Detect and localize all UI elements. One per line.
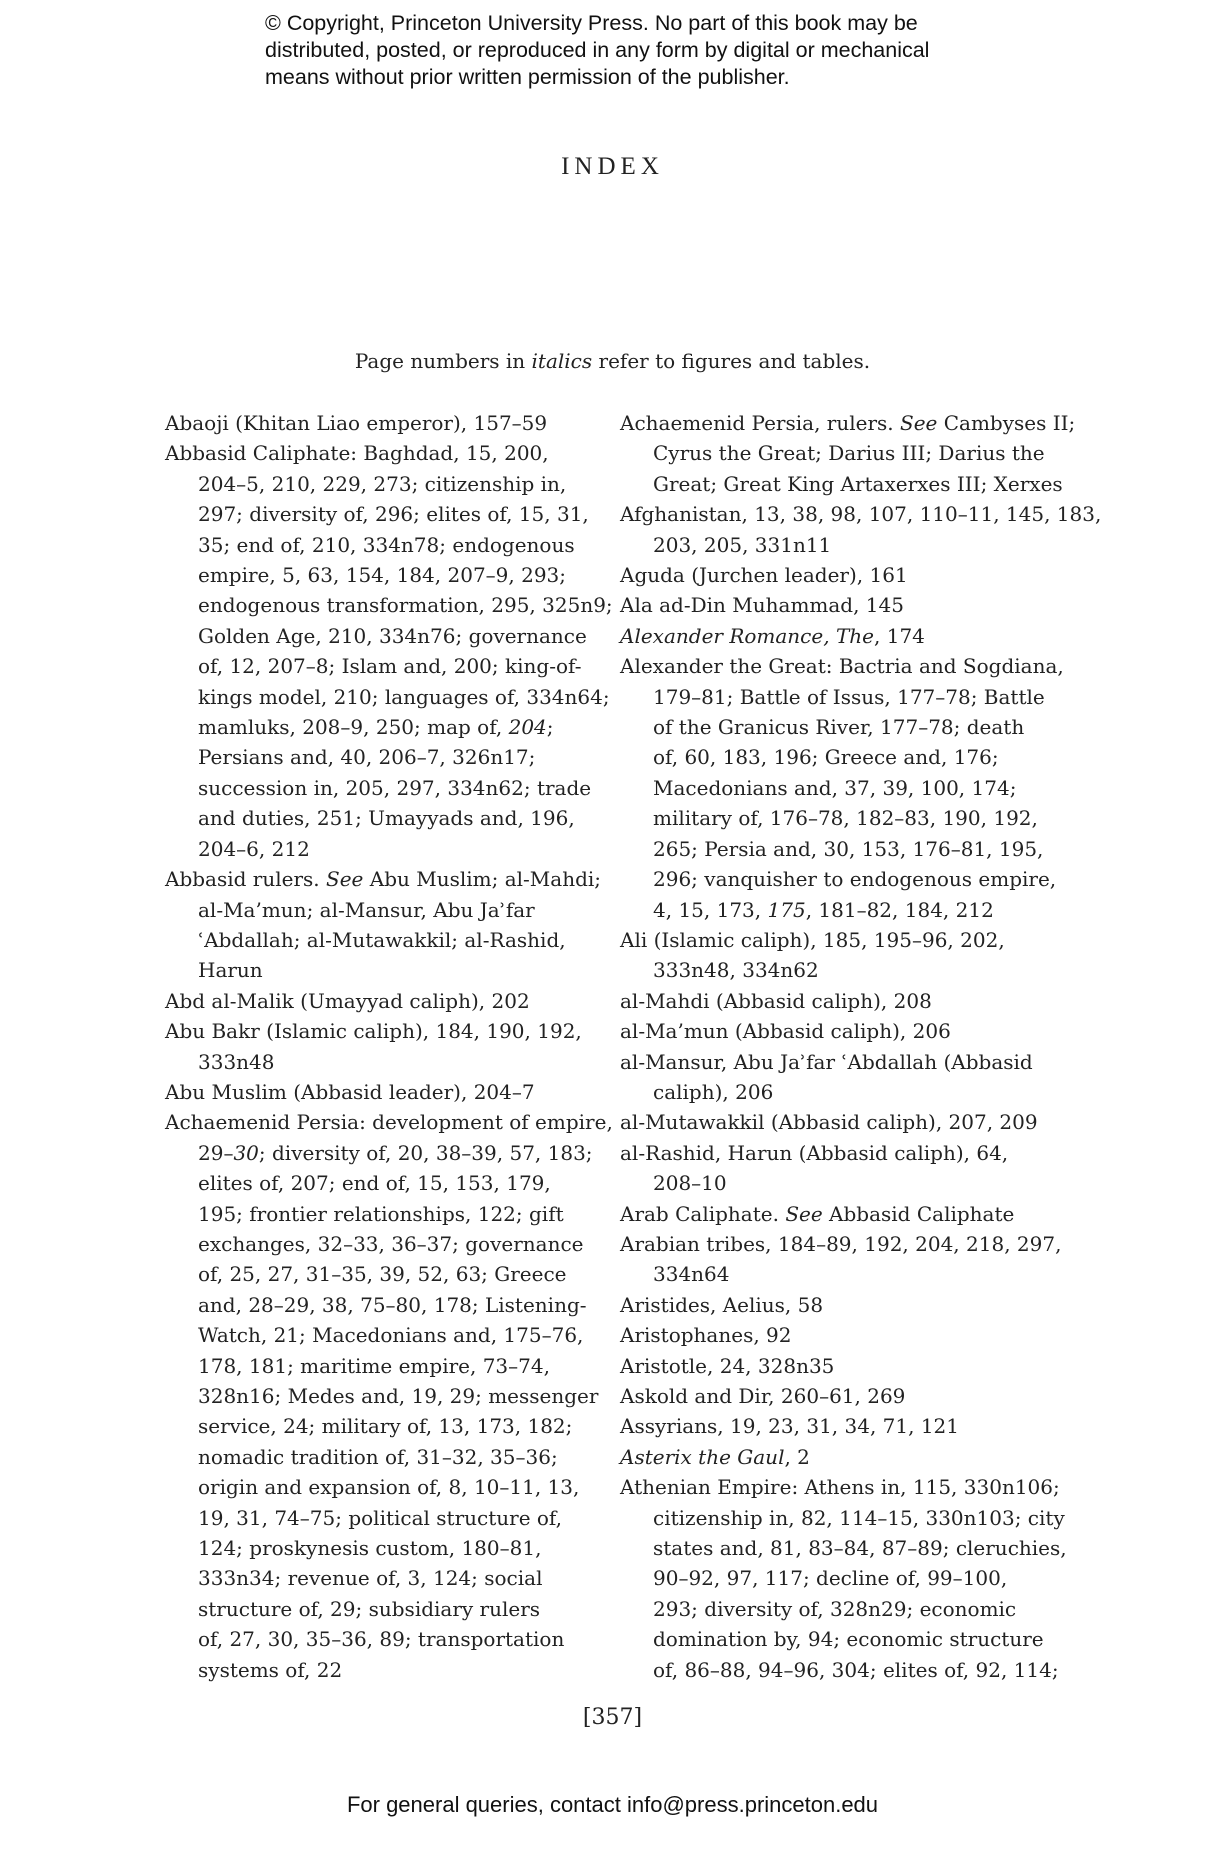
index-entry-continuation-line: 4, 15, 173, 175, 181–82, 184, 212 — [653, 897, 994, 922]
index-entry — [620, 621, 1040, 651]
index-entry — [620, 1472, 1067, 1685]
index-entry — [165, 986, 585, 1016]
index-entry-continuation-line: exchanges, 32–33, 36–37; governance — [198, 1231, 584, 1256]
index-entry-continuation-line: 19, 31, 74–75; political structure of, — [198, 1505, 562, 1530]
index-entry-heading-line: al-Mahdi (Abbasid caliph), 208 — [620, 988, 932, 1013]
index-entry-continuation-line: systems of, 22 — [198, 1657, 343, 1682]
index-entry-continuation-line: 35; end of, 210, 334n78; endogenous — [198, 532, 575, 557]
index-entry — [620, 1229, 1062, 1290]
index-entry-heading-line: Arabian tribes, 184–89, 192, 204, 218, 297, — [620, 1231, 1062, 1256]
index-entry — [165, 864, 602, 986]
index-entry — [620, 1381, 1040, 1411]
index-entry — [620, 1107, 1040, 1137]
index-entry-heading-line: Abd al-Malik (Umayyad caliph), 202 — [165, 988, 530, 1013]
index-entry — [620, 651, 1064, 925]
index-entry-continuation-line: 29–30; diversity of, 20, 38–39, 57, 183; — [198, 1140, 593, 1165]
index-entry-continuation-line: and duties, 251; Umayyads and, 196, — [198, 806, 575, 831]
index-entry-continuation-line: 297; diversity of, 296; elites of, 15, 31, — [198, 502, 589, 527]
index-entry-continuation-line: structure of, 29; subsidiary rulers — [198, 1596, 541, 1621]
index-entry-continuation-line: al-Ma’mun; al-Mansur, Abu Jaʾfar — [198, 897, 535, 922]
index-entry-heading-line: Alexander Romance, The, 174 — [620, 623, 925, 648]
index-entry-continuation-line: Golden Age, 210, 334n76; governance — [198, 623, 587, 648]
index-entry — [620, 1320, 1040, 1350]
index-entry — [165, 1016, 585, 1077]
index-entry-continuation-line: of, 25, 27, 31–35, 39, 52, 63; Greece — [198, 1262, 567, 1287]
index-entry-heading-line: Aristides, Aelius, 58 — [620, 1292, 824, 1317]
index-entry-continuation-line: of, 60, 183, 196; Greece and, 176; — [653, 745, 999, 770]
index-column-right — [620, 408, 1102, 1685]
index-entry-heading-line: Abbasid Caliphate: Baghdad, 15, 200, — [165, 441, 549, 466]
index-entry-heading-line: Abaoji (Khitan Liao emperor), 157–59 — [165, 411, 548, 435]
index-entry-continuation-line: 334n64 — [653, 1262, 730, 1287]
index-entry — [620, 590, 1040, 620]
index-entry — [165, 408, 585, 438]
index-entry — [165, 1107, 613, 1685]
index-entry — [620, 1016, 1040, 1046]
index-entry-continuation-line: mamluks, 208–9, 250; map of, 204; — [198, 715, 554, 740]
index-entry-continuation-line: 333n48 — [198, 1049, 275, 1074]
page-number: [357] — [582, 1705, 643, 1730]
index-entry-continuation-line: Persians and, 40, 206–7, 326n17; — [198, 745, 536, 770]
index-entry-heading-line: Achaemenid Persia, rulers. See Cambyses II; — [620, 411, 1076, 435]
index-entry-heading-line: Afghanistan, 13, 38, 98, 107, 110–11, 145, 183, — [620, 502, 1102, 527]
index-entry-heading-line: Aguda (Jurchen leader), 161 — [620, 563, 908, 588]
index-entry-continuation-line: of, 27, 30, 35–36, 89; transportation — [198, 1627, 565, 1652]
index-entry-heading-line: al-Mansur, Abu Jaʾfar ʿAbdallah (Abbasid — [620, 1049, 1033, 1074]
index-entry-continuation-line: 333n48, 334n62 — [653, 958, 819, 983]
index-entry — [620, 1047, 1040, 1108]
index-entry-continuation-line: service, 24; military of, 13, 173, 182; — [198, 1414, 573, 1439]
index-entry-heading-line: Askold and Dir, 260–61, 269 — [620, 1384, 906, 1408]
intro-text-italic: italics — [531, 349, 593, 373]
index-entry-continuation-line: Great; Great King Artaxerxes III; Xerxes — [653, 471, 1063, 496]
index-entry-heading-line: Aristophanes, 92 — [620, 1323, 792, 1348]
intro-text-before: Page numbers in — [354, 349, 532, 373]
intro-text-after: refer to figures and tables. — [592, 349, 871, 373]
index-entry — [620, 1138, 1040, 1199]
index-entry-heading-line: Arab Caliphate. See Abbasid Caliphate — [620, 1201, 1015, 1226]
copyright-line: © Copyright, Princeton University Press. No part of this book may be — [265, 11, 918, 35]
index-entry-continuation-line: of, 12, 207–8; Islam and, 200; king-of- — [198, 654, 582, 679]
index-entry-continuation-line: ʿAbdallah; al-Mutawakkil; al-Rashid, — [198, 927, 566, 952]
page-title: INDEX — [561, 153, 664, 180]
index-entry-continuation-line: 293; diversity of, 328n29; economic — [653, 1596, 1017, 1621]
index-entry-heading-line: Athenian Empire: Athens in, 115, 330n106; — [620, 1475, 1060, 1500]
index-entry-continuation-line: states and, 81, 83–84, 87–89; cleruchies, — [653, 1536, 1067, 1561]
index-entry-heading-line: al-Mutawakkil (Abbasid caliph), 207, 209 — [620, 1110, 1038, 1135]
index-entry — [620, 1411, 1040, 1441]
index-entry-continuation-line: Macedonians and, 37, 39, 100, 174; — [653, 775, 1017, 800]
index-entry-continuation-line: Harun — [198, 958, 263, 983]
index-entry-heading-line: Assyrians, 19, 23, 31, 34, 71, 121 — [620, 1414, 960, 1439]
index-entry-continuation-line: 333n34; revenue of, 3, 124; social — [198, 1566, 543, 1591]
index-entry-continuation-line: of, 86–88, 94–96, 304; elites of, 92, 114; — [653, 1657, 1059, 1682]
index-entry-heading-line: Achaemenid Persia: development of empire, — [165, 1110, 613, 1135]
index-entry-heading-line: Asterix the Gaul, 2 — [620, 1444, 810, 1469]
index-entry-continuation-line: 178, 181; maritime empire, 73–74, — [198, 1353, 550, 1378]
index-entry-continuation-line: succession in, 205, 297, 334n62; trade — [198, 775, 592, 800]
index-entry-continuation-line: 328n16; Medes and, 19, 29; messenger — [198, 1384, 599, 1408]
index-entry-continuation-line: Cyrus the Great; Darius III; Darius the — [653, 441, 1045, 466]
index-entry-continuation-line: 208–10 — [653, 1171, 727, 1196]
index-intro-note — [0, 348, 1225, 374]
index-entry-continuation-line: empire, 5, 63, 154, 184, 207–9, 293; — [198, 563, 567, 588]
index-entry — [165, 1077, 585, 1107]
index-entry-heading-line: al-Rashid, Harun (Abbasid caliph), 64, — [620, 1140, 1009, 1165]
index-entry-continuation-line: 90–92, 97, 117; decline of, 99–100, — [653, 1566, 1008, 1591]
index-entry-continuation-line: 179–81; Battle of Issus, 177–78; Battle — [653, 684, 1045, 709]
index-entry-heading-line: Abu Muslim (Abbasid leader), 204–7 — [165, 1079, 535, 1104]
index-entry-continuation-line: origin and expansion of, 8, 10–11, 13, — [198, 1475, 580, 1500]
index-entry-continuation-line: 124; proskynesis custom, 180–81, — [198, 1536, 542, 1561]
index-entry-continuation-line: of the Granicus River, 177–78; death — [653, 715, 1025, 740]
index-entry-heading-line: al-Ma’mun (Abbasid caliph), 206 — [620, 1019, 951, 1044]
index-entry — [620, 1351, 1040, 1381]
index-entry-continuation-line: kings model, 210; languages of, 334n64; — [198, 684, 610, 709]
index-entry-continuation-line: nomadic tradition of, 31–32, 35–36; — [198, 1444, 558, 1469]
index-entry-continuation-line: and, 28–29, 38, 75–80, 178; Listening- — [198, 1292, 587, 1317]
index-entry-continuation-line: 203, 205, 331n11 — [653, 532, 832, 557]
index-entry — [620, 408, 1076, 499]
index-entry-continuation-line: 265; Persia and, 30, 153, 176–81, 195, — [653, 836, 1044, 861]
index-entry-continuation-line: 195; frontier relationships, 122; gift — [198, 1201, 564, 1226]
index-entry-continuation-line: 204–5, 210, 229, 273; citizenship in, — [198, 471, 567, 496]
copyright-line: distributed, posted, or reproduced in any form by digital or mechanical — [265, 38, 930, 62]
index-entry-heading-line: Alexander the Great: Bactria and Sogdiana, — [620, 654, 1064, 679]
index-entry-continuation-line: elites of, 207; end of, 15, 153, 179, — [198, 1171, 551, 1196]
index-entry — [620, 1290, 1040, 1320]
copyright-line: means without prior written permission of the publisher. — [265, 65, 790, 89]
index-entry — [620, 986, 1040, 1016]
index-entry — [620, 1199, 1040, 1229]
index-entry-continuation-line: Watch, 21; Macedonians and, 175–76, — [198, 1323, 584, 1348]
index-entry-heading-line: Aristotle, 24, 328n35 — [620, 1353, 835, 1378]
footer-contact: For general queries, contact info@press.princeton.edu — [346, 1792, 879, 1817]
index-entry-continuation-line: caliph), 206 — [653, 1079, 774, 1104]
index-entry-continuation-line: domination by, 94; economic structure — [653, 1627, 1044, 1652]
index-entry-continuation-line: endogenous transformation, 295, 325n9; — [198, 593, 613, 618]
index-entry-heading-line: Abu Bakr (Islamic caliph), 184, 190, 192, — [165, 1019, 582, 1044]
index-entry-heading-line: Abbasid rulers. See Abu Muslim; al-Mahdi; — [165, 867, 602, 892]
index-entry-heading-line: Ali (Islamic caliph), 185, 195–96, 202, — [620, 927, 1005, 952]
index-entry-continuation-line: 204–6, 212 — [198, 836, 310, 861]
copyright-notice — [265, 10, 1025, 91]
index-entry-continuation-line: military of, 176–78, 182–83, 190, 192, — [653, 806, 1038, 831]
index-column-left — [165, 408, 613, 1685]
index-entry-continuation-line: 296; vanquisher to endogenous empire, — [653, 867, 1057, 892]
index-entry-continuation-line: citizenship in, 82, 114–15, 330n103; city — [653, 1505, 1065, 1530]
index-entry — [165, 438, 613, 864]
index-entry — [620, 560, 1040, 590]
index-entry — [620, 925, 1040, 986]
index-entry — [620, 1442, 1040, 1472]
index-entry-heading-line: Ala ad-Din Muhammad, 145 — [620, 593, 904, 618]
index-entry — [620, 499, 1102, 560]
